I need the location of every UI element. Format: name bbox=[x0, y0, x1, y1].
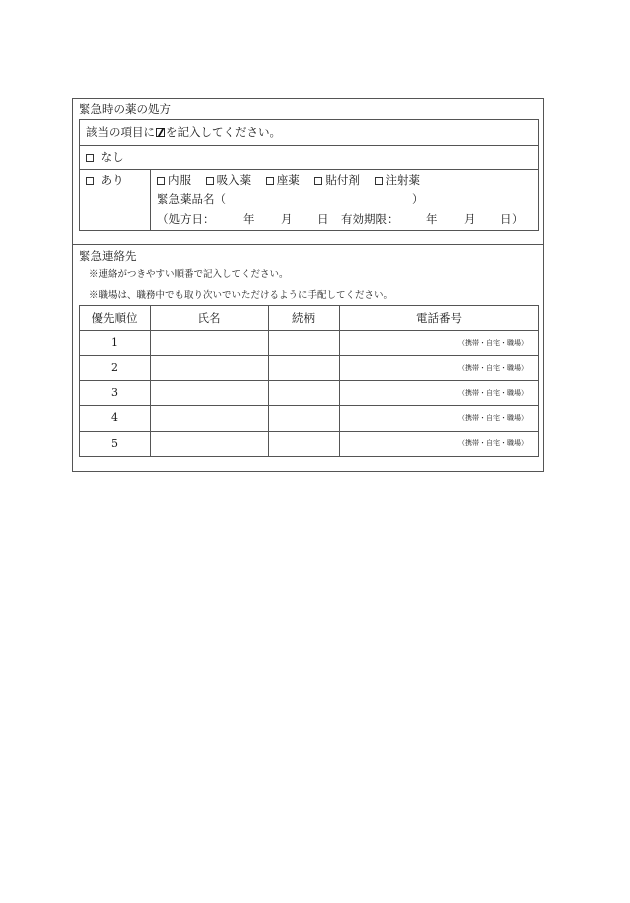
type-suppository[interactable]: 座薬 bbox=[266, 173, 300, 187]
contacts-note-1: ※連絡がつきやすい順番で記入してください。 bbox=[89, 269, 289, 280]
checkbox-none[interactable] bbox=[86, 154, 94, 162]
expiry-month: 月 bbox=[464, 212, 476, 226]
header-phone: 電話番号 bbox=[416, 311, 462, 325]
checkbox-icon[interactable] bbox=[375, 177, 383, 185]
header-name: 氏名 bbox=[197, 311, 221, 325]
table-row-3-priority: 3 bbox=[111, 386, 118, 399]
contacts-note-2: ※職場は、職務中でも取り次いでいただけるように手配してください。 bbox=[89, 290, 394, 301]
expiry-close: ） bbox=[512, 212, 524, 226]
type-inhaler[interactable]: 吸入薬 bbox=[206, 173, 252, 187]
drug-name-label: 緊急薬品名（ bbox=[157, 192, 226, 206]
medication-type-list bbox=[157, 173, 420, 187]
table-row-1-priority: 1 bbox=[111, 336, 118, 349]
table-row-4-phone-hint: （携帯・自宅・職場） bbox=[458, 414, 528, 422]
contacts-section-title: 緊急連絡先 bbox=[79, 249, 137, 263]
table-row-2-priority: 2 bbox=[111, 361, 118, 374]
checkbox-icon[interactable] bbox=[157, 177, 165, 185]
checkbox-icon[interactable] bbox=[206, 177, 214, 185]
type-patch[interactable]: 貼付剤 bbox=[314, 173, 360, 187]
checked-box-icon bbox=[156, 128, 165, 137]
checkbox-icon[interactable] bbox=[314, 177, 322, 185]
instruction-text: 該当の項目に を記入してください。 bbox=[86, 125, 281, 139]
prescribed-month: 月 bbox=[281, 212, 293, 226]
prescribed-date-label: （処方日： bbox=[157, 212, 215, 226]
table-row-5-priority: 5 bbox=[111, 437, 118, 450]
expiry-label: 有効期限： bbox=[341, 212, 399, 226]
prescribed-day: 日 bbox=[317, 212, 329, 226]
expiry-day: 日 bbox=[500, 212, 512, 226]
medication-section-title: 緊急時の薬の処方 bbox=[79, 102, 171, 116]
expiry-year: 年 bbox=[426, 212, 438, 226]
header-priority: 優先順位 bbox=[91, 311, 138, 325]
type-oral[interactable]: 内服 bbox=[157, 173, 191, 187]
option-yes[interactable]: あり bbox=[86, 173, 124, 187]
table-row-3-phone-hint: （携帯・自宅・職場） bbox=[458, 389, 528, 397]
header-relation: 続柄 bbox=[292, 311, 315, 325]
prescribed-year: 年 bbox=[243, 212, 255, 226]
table-row-4-priority: 4 bbox=[111, 411, 118, 424]
table-row-1-phone-hint: （携帯・自宅・職場） bbox=[458, 339, 528, 347]
checkbox-yes[interactable] bbox=[86, 177, 94, 185]
table-row-5-phone-hint: （携帯・自宅・職場） bbox=[458, 439, 528, 447]
type-injection[interactable]: 注射薬 bbox=[375, 173, 421, 187]
option-none[interactable]: なし bbox=[86, 150, 124, 164]
contacts-table bbox=[79, 305, 539, 457]
drug-name-close: ） bbox=[412, 192, 424, 206]
checkbox-icon[interactable] bbox=[266, 177, 274, 185]
table-row-2-phone-hint: （携帯・自宅・職場） bbox=[458, 364, 528, 372]
